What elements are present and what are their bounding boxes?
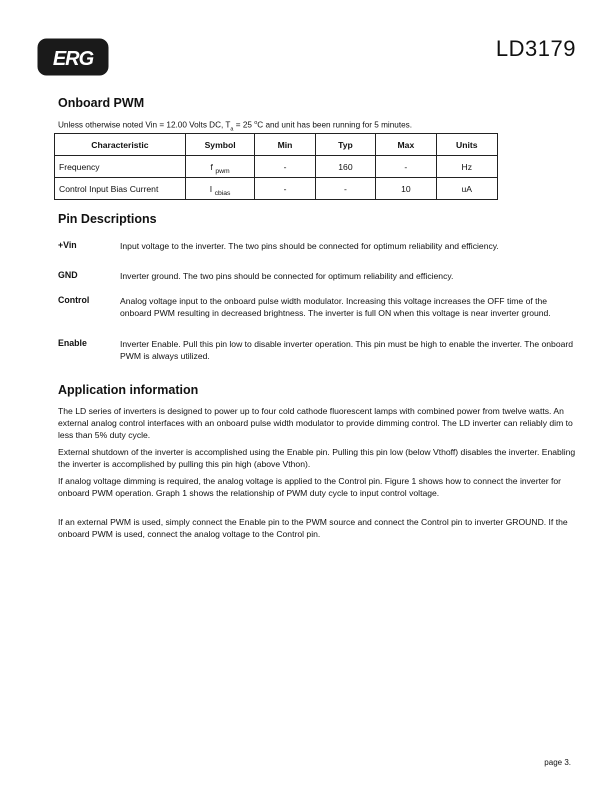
- test-conditions: Unless otherwise noted Vin = 12.00 Volts DC, $T_a = 25$ $^o$C and unit has been running for 5 minutes.: [58, 120, 413, 133]
- section-title-pin-descriptions: Pin Descriptions: [58, 212, 157, 226]
- header-typ: Typ: [315, 134, 375, 156]
- application-paragraph: If an external PWM is used, simply connect the Enable pin to the PWM source and connect the Control pin to inverter GROUND. If the onboard PWM is used, connect the analog voltage to the Control pin.: [58, 517, 568, 540]
- pin-label-control: Control: [58, 295, 90, 305]
- erg-logo: [37, 38, 109, 76]
- section-title-application-information: Application information: [58, 383, 199, 397]
- cell-max: -: [376, 156, 436, 178]
- pin-label-vin: +Vin: [58, 240, 77, 250]
- table-row: [55, 156, 498, 178]
- pin-desc-vin: Input voltage to the inverter. The two pins should be connected for optimum reliability and efficiency.: [120, 241, 499, 251]
- cell-typ: -: [315, 178, 375, 200]
- cell-min: -: [255, 156, 315, 178]
- cell-units: uA: [436, 178, 497, 200]
- table-header-row: [55, 134, 498, 156]
- pin-label-gnd: GND: [58, 270, 78, 280]
- header-units: Units: [436, 134, 497, 156]
- header-characteristic: Characteristic: [55, 134, 186, 156]
- cell-characteristic: Frequency: [55, 156, 186, 178]
- cell-units: Hz: [436, 156, 497, 178]
- page-number: page 3.: [544, 758, 571, 767]
- application-paragraph: The LD series of inverters is designed to power up to four cold cathode fluorescent lamps with combined power from twelve watts. An external analog control interfaces with an onboard pulse width modulator to provide dimming control. The LD inverter can reliably dim to less than 5% duty cycle.: [58, 406, 573, 441]
- pin-desc-gnd: Inverter ground. The two pins should be connected for optimum reliability and efficiency.: [120, 271, 454, 281]
- cell-min: -: [255, 178, 315, 200]
- cell-symbol: f $_{pwm}$: [185, 156, 254, 178]
- header-symbol: Symbol: [185, 134, 254, 156]
- application-paragraph: External shutdown of the inverter is accomplished using the Enable pin. Pulling this pin low (below Vthoff) disables the inverter. Enabling the inverter is accomplished by pulling this pin high (above Vthon).: [58, 447, 576, 470]
- pin-label-enable: Enable: [58, 338, 87, 348]
- pwm-spec-table: [54, 133, 498, 200]
- pin-desc-enable: Inverter Enable. Pull this pin low to disable inverter operation. This pin must be high to enable the inverter. The onboard PWM is always utilized.: [120, 339, 574, 362]
- header-max: Max: [376, 134, 436, 156]
- header-min: Min: [255, 134, 315, 156]
- table-row: [55, 178, 498, 200]
- cell-typ: 160: [315, 156, 375, 178]
- cell-max: 10: [376, 178, 436, 200]
- cell-symbol: I $_{cbias}$: [185, 178, 254, 200]
- section-title-onboard-pwm: Onboard PWM: [58, 96, 145, 110]
- cell-characteristic: Control Input Bias Current: [55, 178, 186, 200]
- pin-desc-control: Analog voltage input to the onboard pulse width modulator. Increasing this voltage increases the OFF time of the onboard PWM resulting in decreased brightness. The inverter is full ON when this voltage is near inverter ground.: [120, 296, 551, 319]
- document-id: LD3179: [495, 36, 576, 61]
- svg-text:ERG: ERG: [52, 48, 94, 70]
- application-paragraph: If analog voltage dimming is required, the analog voltage is applied to the Control pin. Figure 1 shows how to connect the inverter for onboard PWM operation. Graph 1 shows the relationship of PWM duty cycle to input control voltage.: [58, 476, 562, 499]
